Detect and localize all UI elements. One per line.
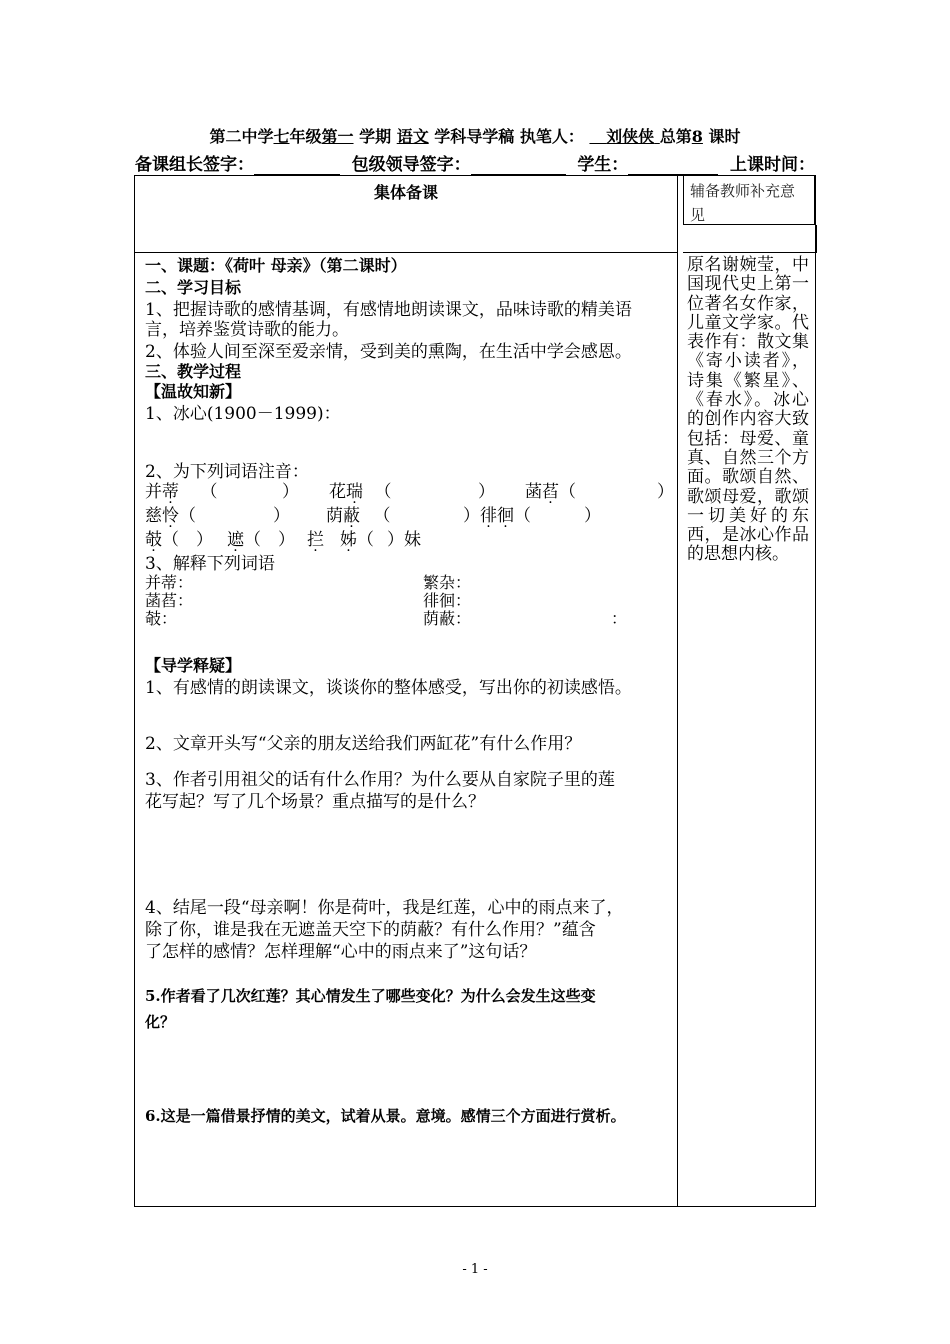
- guide-q3a: 3、作者引用祖父的话有什么作用？为什么要从自家院子里的莲: [145, 770, 615, 790]
- collective-prep-header: 集体备课: [373, 183, 438, 202]
- pinyin-row-2: 慈怜（ ） 荫蔽 （ ）徘徊（ ）: [145, 506, 601, 526]
- word-mei: 妹: [404, 530, 421, 550]
- word-qi: 攲: [145, 530, 162, 550]
- signature-line: [135, 150, 815, 175]
- guide-q3b: 花写起？写了几个场景？重点描写的是什么？: [145, 792, 485, 812]
- pinyin-row-3: 攲（ ） 遮（ ） 拦 姊（ ）妹: [145, 530, 421, 550]
- word-paihuai: 徘徊: [480, 506, 514, 526]
- guide-q6: 6.这是一篇借景抒情的美文，试着从景。意境。感情三个方面进行赏析。: [145, 1107, 626, 1125]
- define-bingdi: 并蒂：: [145, 573, 194, 592]
- word-lan: 拦: [307, 530, 324, 550]
- side-divider: [683, 252, 817, 253]
- goal-1b: 言，培养鉴赏诗歌的能力。: [145, 320, 349, 340]
- guide-q4b: 除了你，谁是我在无遮盖天空下的荫蔽？有什么作用？”蕴含: [145, 920, 596, 940]
- lesson-number: 8: [691, 127, 703, 146]
- word-cilian: 慈怜: [145, 506, 179, 526]
- word-bingdi: 并蒂: [145, 482, 179, 502]
- doc-type: 学科导学稿 执笔人：: [434, 127, 584, 146]
- goals-heading: 二、学习目标: [145, 278, 242, 297]
- side-notes: 原名谢婉莹，中国现代史上第一位著名女作家，儿童文学家。代表作有：散文集《寄小读者》，诗集《繁星》、《春水》。冰心的创作内容大致包括：母爱、童真、自然三个方面。歌颂自然、歌颂母爱，歌颂一切美好的东西，是冰心作品的思想内核。: [687, 255, 809, 565]
- leader-sign: 包级领导签字：: [352, 150, 566, 175]
- side-spacer: [683, 225, 817, 252]
- word-huarui: 花瑞: [329, 482, 363, 502]
- question-2: 2、为下列词语注音：: [145, 462, 309, 482]
- side-header: 辅备教师补充意见: [683, 176, 815, 225]
- define-yinbi: 荫蔽：: [423, 609, 472, 628]
- term-value: 第一: [321, 127, 354, 146]
- term-suffix: 学期: [359, 127, 392, 146]
- group-leader-sign: 备课组长签字：: [135, 150, 340, 175]
- guide-q2: 2、文章开头写“父亲的朋友送给我们两缸花”有什么作用？: [145, 734, 582, 754]
- student-sign: 学生：: [577, 150, 718, 175]
- define-qi: 攲：: [145, 609, 178, 628]
- goal-2: 2、体验人间至深至爱亲情，受到美的熏陶，在生活中学会感恩。: [145, 342, 632, 362]
- word-yinbi: 荫蔽: [326, 506, 360, 526]
- define-handan: 菡萏：: [145, 591, 194, 610]
- guide-q5b: 化？: [145, 1013, 176, 1031]
- guide-q4c: 了怎样的感情？怎样理解“心中的雨点来了”这句话？: [145, 942, 537, 962]
- row-divider: [135, 252, 677, 253]
- page-number: - 1 -: [462, 1262, 488, 1277]
- subject-value: 语文: [396, 127, 429, 146]
- word-zhe: 遮（: [227, 530, 261, 550]
- word-zi: 姊: [340, 530, 357, 550]
- total-prefix: 总第: [659, 127, 692, 146]
- define-fanza: 繁杂：: [423, 573, 472, 592]
- lesson-table: [134, 175, 816, 1207]
- process-heading: 三、教学过程: [145, 362, 242, 381]
- goal-1a: 1、把握诗歌的感情基调，有感情地朗读课文，品味诗歌的精美语: [145, 300, 632, 320]
- question-3: 3、解释下列词语: [145, 554, 275, 574]
- define-extra: ：: [611, 609, 628, 628]
- column-divider: [677, 176, 678, 1206]
- author-value: 刘侠侠: [606, 127, 655, 146]
- guide-q4a: 4、结尾一段“母亲啊！你是荷叶，我是红莲，心中的雨点来了，: [145, 898, 624, 918]
- word-handan: 菡萏: [525, 482, 559, 502]
- lesson-suffix: 课时: [708, 127, 741, 146]
- guide-heading: 【导学释疑】: [145, 656, 242, 675]
- guide-q1: 1、有感情的朗读课文，谈谈你的整体感受，写出你的初读感悟。: [145, 678, 632, 698]
- guide-q5a: 5.作者看了几次红莲？其心情发生了哪些变化？为什么会发生这些变: [145, 987, 596, 1005]
- header-line-1: [0, 124, 950, 147]
- lesson-title: 一、课题：《荷叶 母亲》（第二课时）: [145, 256, 407, 275]
- pinyin-row-1: 并蒂 （ ） 花瑞 （ ） 菡萏（ ）: [145, 482, 674, 502]
- review-heading: 【温故知新】: [145, 382, 242, 401]
- question-1: 1、冰心(1900－1999)：: [145, 404, 341, 424]
- grade-value: 七: [273, 127, 290, 146]
- school-name: 第二中学: [209, 127, 274, 146]
- define-paihuai: 徘徊：: [423, 591, 472, 610]
- class-time-label: 上课时间：: [729, 155, 815, 175]
- grade-suffix: 年级: [289, 127, 322, 146]
